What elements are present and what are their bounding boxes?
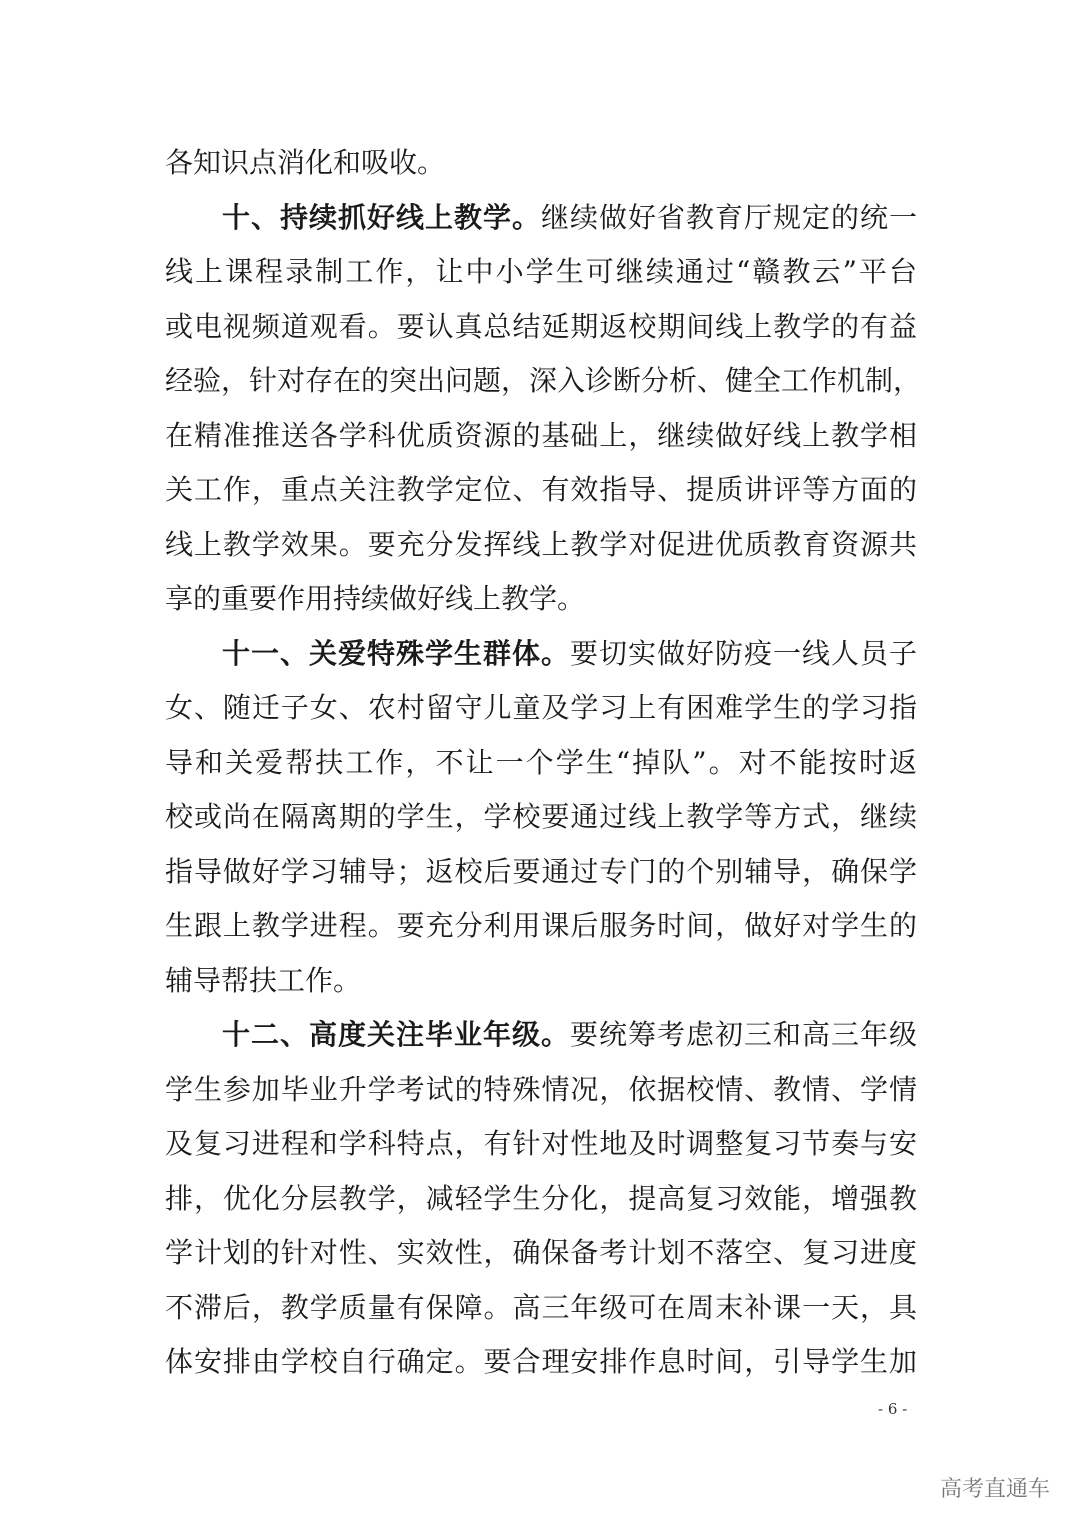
text-line: 导和关爱帮扶工作，不让一个学生“掉队”。对不能按时返 bbox=[165, 745, 917, 779]
text-line: 生跟上教学进程。要充分利用课后服务时间，做好对学生的 bbox=[165, 909, 917, 942]
text-line: 排，优化分层教学，减轻学生分化，提高复习效能，增强教 bbox=[165, 1181, 917, 1215]
text-line: 女、随迁子女、农村留守儿童及学习上有困难学生的学习指 bbox=[165, 691, 917, 724]
text-line: 辅导帮扶工作。 bbox=[165, 963, 362, 997]
text-line: 享的重要作用持续做好线上教学。 bbox=[165, 582, 586, 615]
text-line: 学计划的针对性、实效性，确保备考计划不落空、复习进度 bbox=[165, 1236, 917, 1269]
section-heading-line bbox=[165, 627, 917, 682]
text-span: 要统筹考虑初三和高三年级 bbox=[570, 1018, 917, 1051]
text-line: 或电视频道观看。要认真总结延期返校期间线上教学的有益 bbox=[165, 309, 917, 343]
document-body bbox=[165, 136, 922, 1390]
text-line: 指导做好学习辅导；返校后要通过专门的个别辅导，确保学 bbox=[165, 854, 917, 888]
text-line: 在精准推送各学科优质资源的基础上，继续做好线上教学相 bbox=[165, 418, 917, 452]
section-heading: 十一、关爱特殊学生群体。 bbox=[222, 636, 570, 670]
text-line: 及复习进程和学科特点，有针对性地及时调整复习节奏与安 bbox=[165, 1127, 917, 1160]
page-number: - 6 - bbox=[878, 1400, 908, 1418]
watermark: 高考直通车 bbox=[940, 1477, 1051, 1502]
section-heading: 十二、高度关注毕业年级。 bbox=[222, 1018, 570, 1051]
text-line: 学生参加毕业升学考试的特殊情况，依据校情、教情、学情 bbox=[165, 1072, 917, 1106]
text-line: 校或尚在隔离期的学生，学校要通过线上教学等方式，继续 bbox=[165, 800, 917, 833]
text-line: 经验，针对存在的突出问题，深入诊断分析、健全工作机制， bbox=[165, 364, 922, 397]
text-line: 线上教学效果。要充分发挥线上教学对促进优质教育资源共 bbox=[165, 527, 917, 561]
text-span: 要切实做好防疫一线人员子 bbox=[570, 636, 917, 670]
text-line: 不滞后，教学质量有保障。高三年级可在周末补课一天，具 bbox=[165, 1290, 917, 1324]
section-heading-line bbox=[165, 191, 917, 246]
section-heading-line bbox=[165, 1008, 917, 1063]
text-line: 各知识点消化和吸收。 bbox=[165, 146, 446, 179]
text-line: 关工作，重点关注教学定位、有效指导、提质讲评等方面的 bbox=[165, 473, 917, 506]
text-span: 继续做好省教育厅规定的统一 bbox=[541, 200, 917, 234]
text-line: 线上课程录制工作，让中小学生可继续通过“赣教云”平台 bbox=[165, 255, 917, 288]
text-line: 体安排由学校自行确定。要合理安排作息时间，引导学生加 bbox=[165, 1345, 917, 1378]
section-heading: 十、持续抓好线上教学。 bbox=[222, 200, 541, 234]
